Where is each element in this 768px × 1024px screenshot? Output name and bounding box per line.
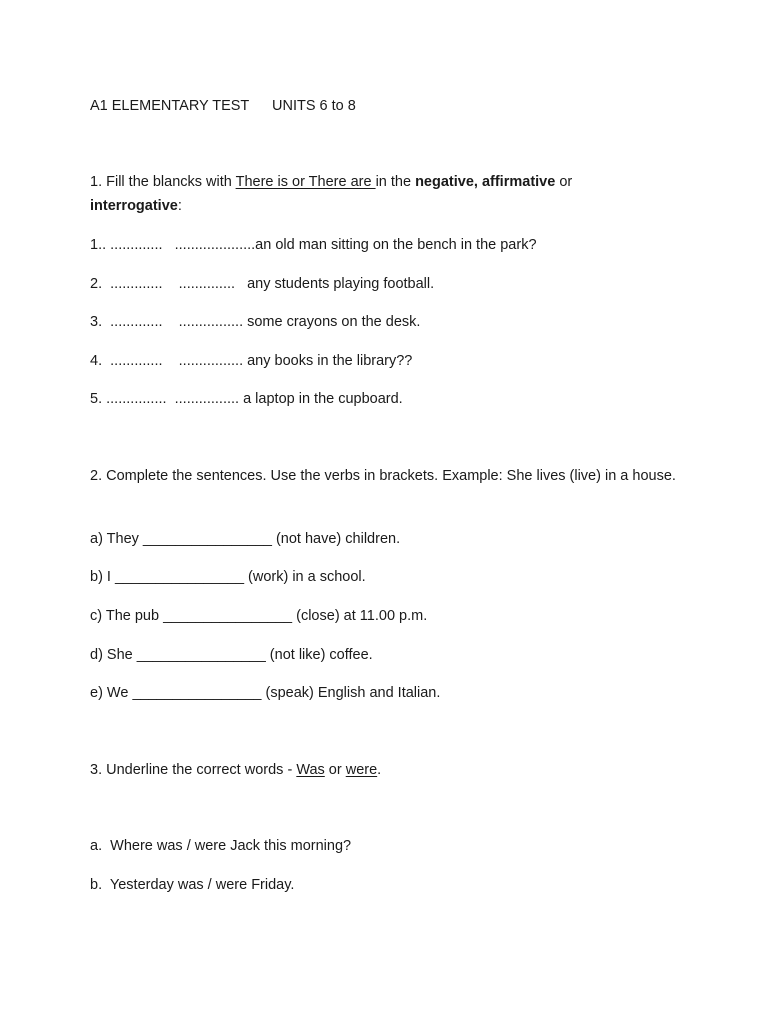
q1-item: 2. ............. .............. any students playing football.: [90, 276, 435, 292]
q1-underlined-phrase: There is or There are: [235, 174, 376, 190]
test-title: A1 ELEMENTARY TEST: [90, 98, 250, 114]
q2-item: a) They ________________ (not have) children.: [90, 531, 401, 547]
q2-item: b) I ________________ (work) in a school.: [90, 569, 366, 585]
q2-item: d) She ________________ (not like) coffee.: [90, 647, 373, 663]
q1-text-part2: in the: [375, 174, 416, 190]
q2-item: c) The pub ________________ (close) at 11.00 p.m.: [90, 608, 428, 624]
q1-bold-forms: negative, affirmative: [415, 174, 556, 190]
q1-text-part1: Fill the blancks with: [106, 174, 236, 190]
q1-colon: :: [177, 198, 182, 214]
q3-instruction: [90, 758, 381, 782]
q1-bold-interrogative: interrogative: [90, 198, 178, 214]
q1-item: 5. ............... ................ a laptop in the cupboard.: [90, 391, 403, 407]
q3-word-were: were: [345, 762, 378, 778]
q1-item: 1.. ............. ....................an old man sitting on the bench in the park?: [90, 237, 537, 253]
q1-number: 1.: [90, 174, 107, 190]
units-label: UNITS 6 to 8: [272, 98, 356, 114]
q3-text-part1: 3. Underline the correct words -: [90, 762, 297, 778]
q1-text-part3: or: [555, 174, 573, 190]
q3-text-part3: .: [377, 762, 382, 778]
q1-instruction: [90, 170, 690, 218]
q3-text-part2: or: [324, 762, 346, 778]
q3-item: a. Where was / were Jack this morning?: [90, 838, 352, 854]
q2-instruction: 2. Complete the sentences. Use the verbs in brackets. Example: She lives (live) in a house.: [90, 468, 676, 484]
q2-item: e) We ________________ (speak) English and Italian.: [90, 685, 441, 701]
q3-item: b. Yesterday was / were Friday.: [90, 877, 295, 893]
q3-word-was: Was: [296, 762, 325, 778]
q1-item: 3. ............. ................ some crayons on the desk.: [90, 314, 421, 330]
q1-item: 4. ............. ................ any books in the library??: [90, 353, 413, 369]
